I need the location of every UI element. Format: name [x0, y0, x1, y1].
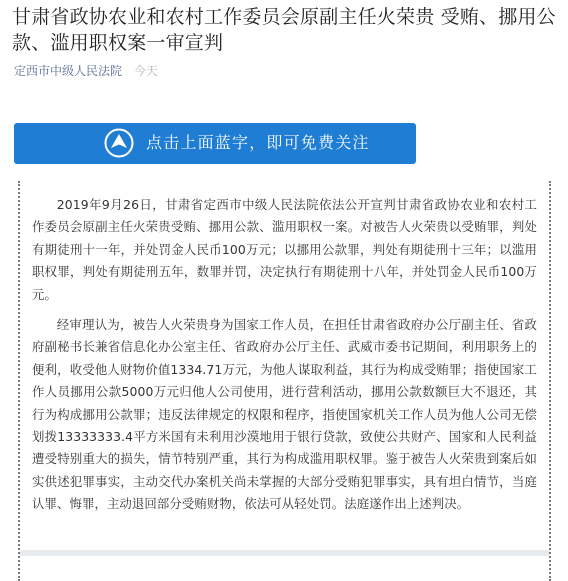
up-arrow-circle-icon	[104, 128, 134, 158]
source-link[interactable]: 定西市中级人民法院	[14, 64, 123, 78]
article-paragraph: 经审理认为，被告人火荣贵身为国家工作人员，在担任甘肃省政府办公厅副主任、省政府副秘书长兼省信息化办公室主任、省政府办公厅主任、武威市委书记期间，利用职务上的便利，收受他人财物价值1334.71万元，为他人谋取利益，其行为构成受贿罪；指使国家工作人员挪用公款5000万元归他人公司使用，进行营利活动，挪用公款数额巨大不退还，其行为构成挪用公款罪；违反法律规定的权限和程序，指使国家机关工作人员为他人公司无偿划拨13333333.4平方米国有未利用沙漠地用于银行贷款，致使公共财产、国家和人民利益遭受特别重大的损失，情节特别严重，其行为构成滥用职权罪。鉴于被告人火荣贵到案后如实供述犯罪事实，主动交代办案机关尚未掌握的大部分受贿犯罪事实，具有坦白情节，当庭认罪、悔罪，主动退回部分受贿财物，依法可从轻处罚。法庭遂作出上述判决。	[32, 317, 537, 512]
follow-banner-text: 点击上面蓝字，即可免费关注	[146, 133, 370, 152]
article-title: 甘肃省政协农业和农村工作委员会原副主任火荣贵 受贿、挪用公款、滥用职权案一审宣判	[12, 6, 556, 54]
article-paragraph: 2019年9月26日，甘肃省定西市中级人民法院依法公开宣判甘肃省政协农业和农村工作委员会原副主任火荣贵受贿、挪用公款、滥用职权一案。对被告人火荣贵以受贿罪，判处有期徒刑十一年，并处罚金人民币100万元；以挪用公款罪，判处有期徒刑十三年；以滥用职权罪，判处有期徒刑五年，数罪并罚，决定执行有期徒刑十八年，并处罚金人民币100万元。	[32, 197, 537, 302]
content-divider	[20, 550, 549, 556]
article-body	[18, 181, 551, 581]
publish-date: 今天	[133, 64, 158, 78]
article-meta	[14, 64, 158, 78]
follow-banner[interactable]	[14, 123, 416, 164]
